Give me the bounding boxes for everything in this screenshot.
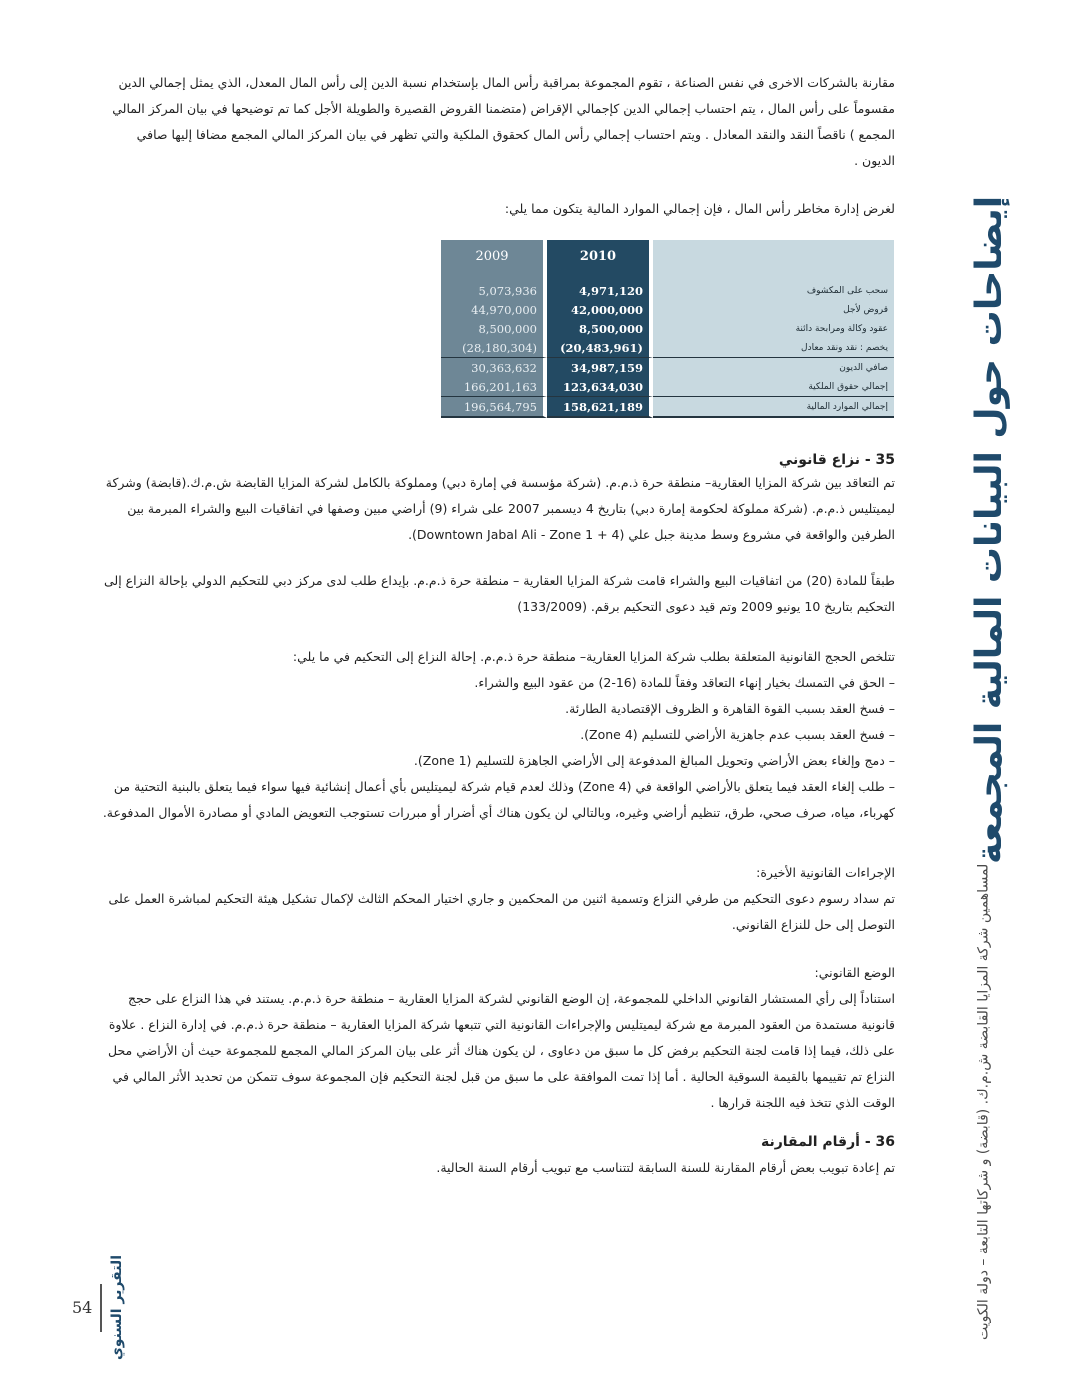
table-row [441,338,894,357]
row-label: إجمالي الموارد المالية [653,396,894,418]
row-label: يخصم : نقد ونقد معادل [653,338,894,357]
value-2010: 8,500,000 [547,319,653,338]
section-35-title: 35 - نزاع قانوني [778,452,895,468]
claims-block [100,644,895,826]
row-label: عقود وكالة ومرابحة دائنة [653,319,894,338]
value-2009: 5,073,936 [441,281,547,300]
list-item: – فسخ العقد بسبب عدم جاهزية الأراضي للتسليم (Zone 4). [580,727,895,742]
recent-procedures [100,860,895,938]
page-footer [72,1255,124,1360]
claims-intro: تتلخص الحجج القانونية المتعلقة بطلب شركة المزايا العقارية– منطقة حرة ذ.م.م. إحالة النزاع إلى التحكيم في ما يلي: [292,649,895,664]
table-row [441,300,894,319]
footer-divider [100,1284,102,1332]
header-2010: 2010 [547,240,653,273]
list-item: – دمج وإلغاء بعض الأراضي وتحويل المبالغ المدفوعة إلى الأراضي الجاهزة للتسليم (Zone 1). [413,753,895,768]
section-35-paragraph-2: طبقاً للمادة (20) من اتفاقيات البيع والشراء قامت شركة المزايا العقارية – منطقة حرة ذ.م.م. بإيداع طلب لدى مركز دبي للتحكيم الدولي بإحالة النزاع إلى التحكيم بتاريخ 10 يونيو 2009 وتم قيد دعوى التحكيم برقم. (133/2009) [103,573,895,614]
table-row [441,396,894,418]
intro-paragraph: مقارنة بالشركات الاخرى في نفس الصناعة ، تقوم المجموعة بمراقبة رأس المال بإستخدام نسبة الدين إلى رأس المال المعدل، الذي يمثل إجمالي الدين مقسوماً على رأس المال ، يتم احتساب إجمالي الدين كإجمالي الإقراض (متضمنا القروض القصيرة والطويلة الأجل كما تم توضيحها في بيان المركز المالي المجمع ) ناقصاً النقد والنقد المعادل . ويتم احتساب إجمالي رأس المال كحقوق الملكية والتي تظهر في بيان المركز المالي المجمع مضافا إليها صافي الديون . [112,75,895,168]
table-header-row [441,240,894,273]
legal-position [100,960,895,1116]
recent-procedures-title: الإجراءات القانونية الأخيرة: [756,865,895,880]
value-2009: 44,970,000 [441,300,547,319]
header-label [653,240,894,273]
row-label: سحب على المكشوف [653,281,894,300]
section-36-title: 36 - أرقام المقارنة [760,1134,895,1150]
value-2010: 4,971,120 [547,281,653,300]
value-2010: 123,634,030 [547,377,653,396]
page-number: 54 [72,1298,93,1318]
list-item: – طلب إلغاء العقد فيما يتعلق بالأراضي الواقعة في (Zone 4) وذلك لعدم قيام شركة ليميتليس بأي أعمال إنشائية فيها سواء فيما يتعلق بالبنية التحتية من كهرباء، مياه، صرف صحي، طرق، تنظيم أراضي وغيره، وبالتالي لن يكون هناك أي أضرار أو مبررات تستوجب التعويض المادي أو مصادرة الأموال المدفوعة. [102,779,895,820]
recent-procedures-text: تم سداد رسوم دعوى التحكيم من طرفي النزاع وتسمية اثنين من المحكمين و جاري اختيار المحكم الثالث لإكمال تشكيل هيئة التحكيم لمباشرة العمل على التوصل إلى حل للنزاع القانوني. [108,891,895,932]
claims-list [100,670,895,826]
list-item: – الحق في التمسك بخيار إنهاء التعاقد وفقاً للمادة (16-2) من عقود البيع والشراء. [474,675,895,690]
legal-position-title: الوضع القانوني: [814,965,895,980]
table-row [441,319,894,338]
row-label: قروض لأجل [653,300,894,319]
side-banner-subtitle: لمساهمين شركة المزايا القابضة ش.م.ك. (قابضة) و شركاتها التابعة – دولة الكويت [975,863,992,1340]
section-36-text: تم إعادة تبويب بعض أرقام المقارنة للسنة السابقة لتتناسب مع تبويب أرقام السنة الحالية. [436,1160,895,1175]
value-2009: 196,564,795 [441,396,547,418]
value-2009: 30,363,632 [441,357,547,377]
financial-resources-table [441,240,894,418]
table-row [441,281,894,300]
table-row [441,357,894,377]
annual-report-logo-icon: التقرير السنوي [109,1255,126,1361]
value-2009: 166,201,163 [441,377,547,396]
value-2009: 8,500,000 [441,319,547,338]
value-2010: 158,621,189 [547,396,653,418]
row-label: إجمالي حقوق الملكية [653,377,894,396]
value-2010: 34,987,159 [547,357,653,377]
table-row [441,377,894,396]
list-item: – فسخ العقد بسبب القوة القاهرة و الظروف الإقتصادية الطارئة. [565,701,895,716]
value-2010: 42,000,000 [547,300,653,319]
legal-position-text: استناداً إلى رأي المستشار القانوني الداخلي للمجموعة، إن الوضع القانوني لشركة المزايا العقارية – منطقة حرة ذ.م.م. يستند في هذا النزاع على حجج قانونية مستمدة من العقود المبرمة مع شركة ليميتليس والإجراءات القانونية التي تتبعها شركة المزايا العقارية – منطقة حرة ذ.م.م. في إدارة النزاع . علاوة على ذلك، فيما إذا قامت لجنة التحكيم برفض كل ما سبق من دعاوى ، لن يكون هناك أثر على بيان المركز المالي المجمع للمجموعة حيث أن الأراضي محل النزاع تم تقييمها بالقيمة السوقية الحالية . أما إذا تمت الموافقة على ما سبق من قبل لجنة التحكيم فإن المجموعة سوف تتمكن من تحديد الأثر المالي في الوقت الذي تتخذ فيه اللجنة قرارها . [108,991,895,1110]
row-label: صافي الديون [653,357,894,377]
value-2009: (28,180,304) [441,338,547,357]
value-2010: (20,483,961) [547,338,653,357]
section-35-paragraph-1: تم التعاقد بين شركة المزايا العقارية– منطقة حرة ذ.م.م. (شركة مؤسسة في إمارة دبي) ومملوكة بالكامل لشركة المزايا القابضة ش.م.ك.(قابضة) وشركة ليميتليس ذ.م.م. (شركة مملوكة لحكومة إمارة دبي) بتاريخ 4 ديسمبر 2007 على شراء (9) أراضي مبين وصفها في اتفاقيات البيع والشراء المبرمة بين الطرفين والواقعة في مشروع وسط مدينة جبل علي (Downtown Jabal Ali - Zone 1 + 4). [105,475,895,542]
side-banner [969,195,1010,1340]
header-2009: 2009 [441,240,547,273]
side-banner-title: إيضاحات حول البيانات المالية المجمعة [969,195,1010,864]
capital-resources-line: لغرض إدارة مخاطر رأس المال ، فإن إجمالي الموارد المالية يتكون مما يلي: [504,201,895,216]
